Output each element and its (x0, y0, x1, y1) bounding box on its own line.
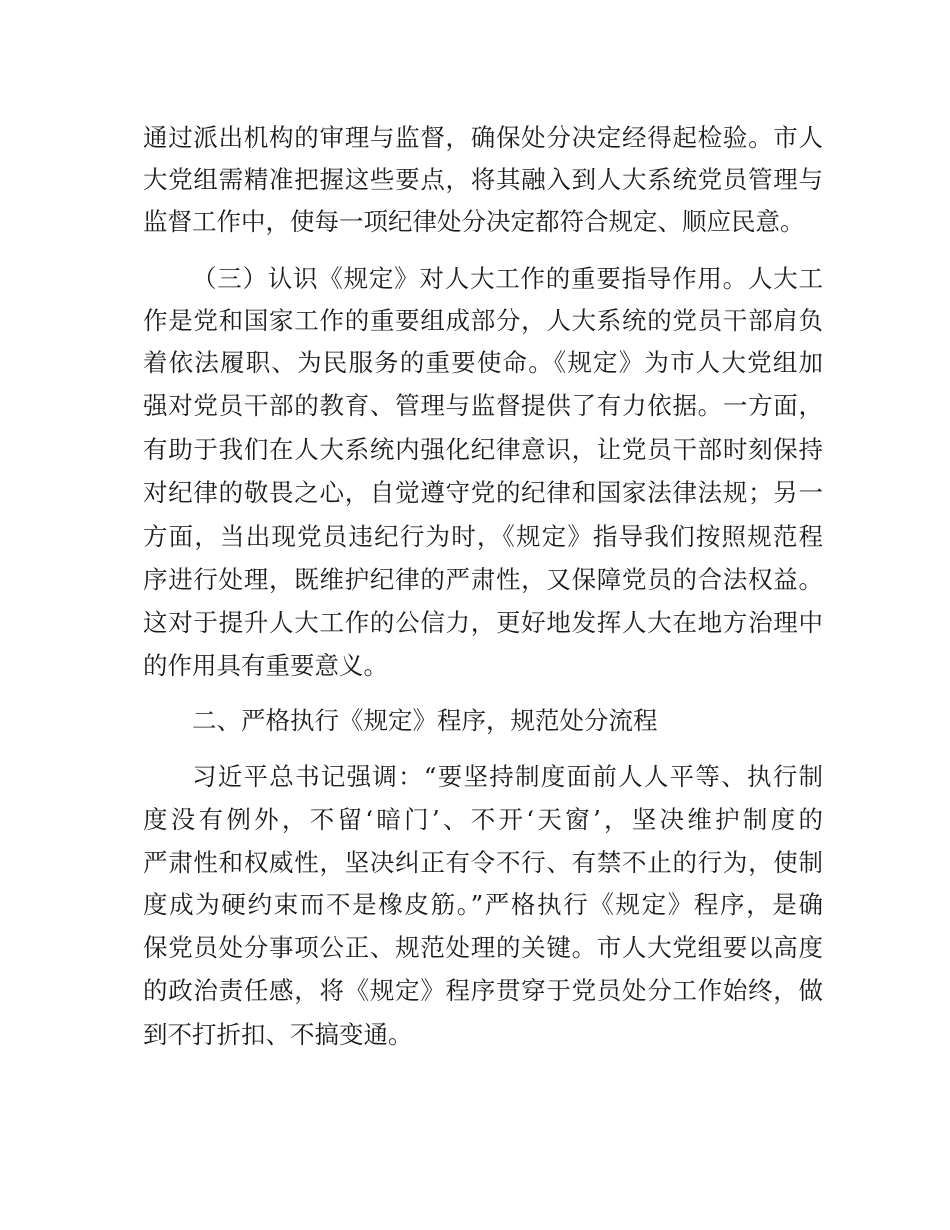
paragraph-1-line-3: 监督工作中，使每一项纪律处分决定都符合规定、顺应民意。 (143, 207, 805, 236)
paragraph-2-line-2: 作是党和国家工作的重要组成部分，人大系统的党员干部肩负 (143, 306, 823, 335)
paragraph-1-line-1: 通过派出机构的审理与监督，确保处分决定经得起检验。市人 (143, 123, 823, 152)
paragraph-2-line-6: 对纪律的敬畏之心，自觉遵守党的纪律和国家法律法规；另一 (143, 478, 823, 507)
paragraph-3-line-4: 度成为硬约束而不是橡皮筋。”严格执行《规定》程序，是确 (143, 890, 823, 919)
paragraph-3-line-1: 习近平总书记强调：“要坚持制度面前人人平等、执行制 (192, 762, 823, 791)
paragraph-3-line-6: 的政治责任感，将《规定》程序贯穿于党员处分工作始终，做 (143, 976, 823, 1005)
section-heading: 二、严格执行《规定》程序，规范处分流程 (192, 706, 658, 735)
paragraph-3-line-2: 度没有例外，不留‘暗门’、不开‘天窗’，坚决维护制度的 (143, 805, 823, 834)
paragraph-1-line-2: 大党组需精准把握这些要点，将其融入到人大系统党员管理与 (143, 165, 823, 194)
paragraph-2-line-5: 有助于我们在人大系统内强化纪律意识，让党员干部时刻保持 (143, 435, 823, 464)
paragraph-3-line-3: 严肃性和权威性，坚决纠正有令不行、有禁不止的行为，使制 (143, 848, 823, 877)
paragraph-2-line-4: 强对党员干部的教育、管理与监督提供了有力依据。一方面， (143, 391, 823, 420)
paragraph-2-line-7: 方面，当出现党员违纪行为时，《规定》指导我们按照规范程 (143, 522, 823, 551)
paragraph-2-line-3: 着依法履职、为民服务的重要使命。《规定》为市人大党组加 (143, 348, 823, 377)
paragraph-3-line-5: 保党员处分事项公正、规范处理的关键。市人大党组要以高度 (143, 933, 823, 962)
paragraph-2-line-9: 这对于提升人大工作的公信力，更好地发挥人大在地方治理中 (143, 608, 823, 637)
paragraph-3-line-7: 到不打折扣、不搞变通。 (143, 1020, 413, 1049)
paragraph-2-line-1: （三）认识《规定》对人大工作的重要指导作用。人大工 (192, 264, 823, 293)
paragraph-2-line-10: 的作用具有重要意义。 (143, 651, 388, 680)
paragraph-2-line-8: 序进行处理，既维护纪律的严肃性，又保障党员的合法权益。 (143, 565, 823, 594)
